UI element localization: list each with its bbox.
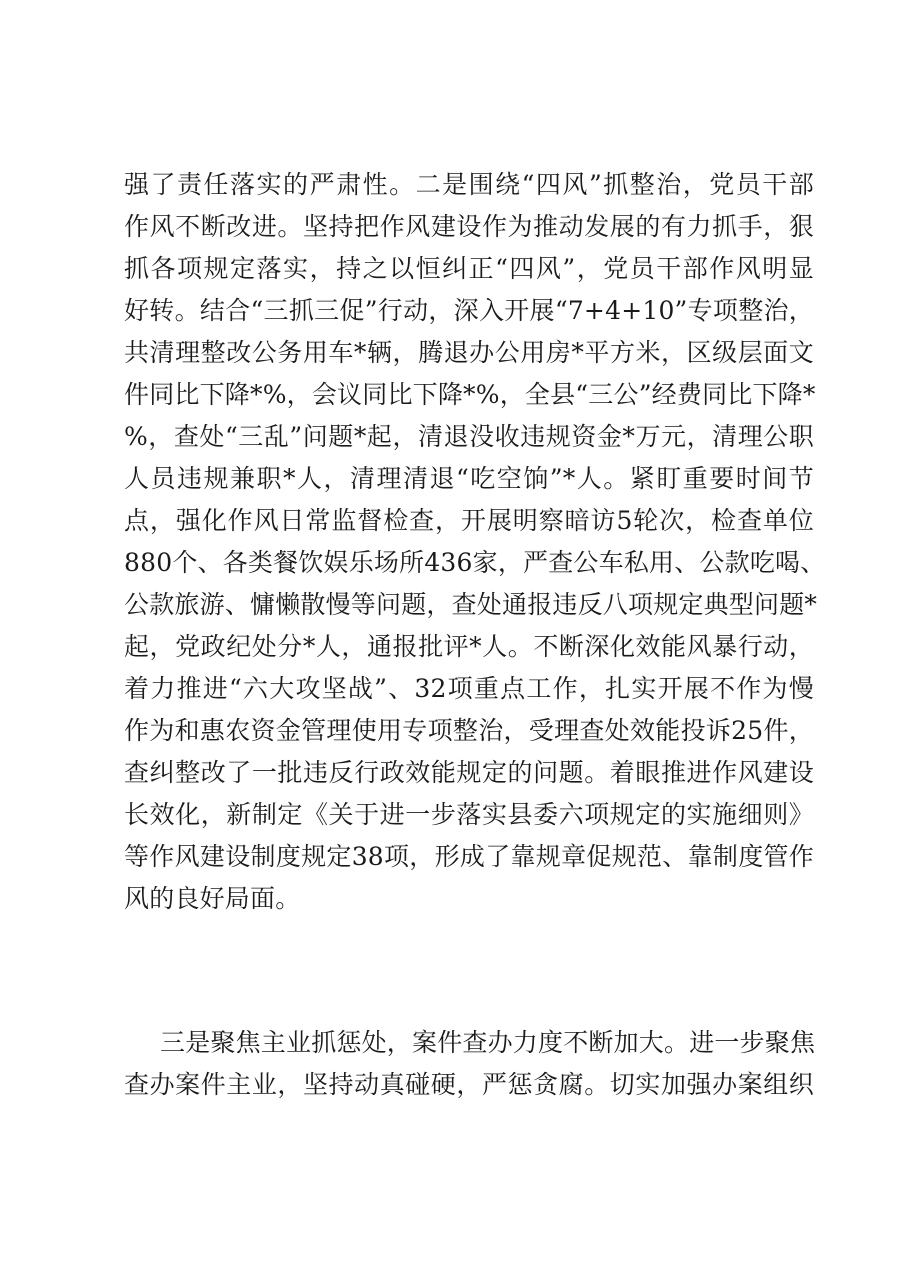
paragraph-case-handling: [124, 1022, 814, 1106]
text-line: 等作风建设制度规定38项，形成了靠规章促规范、靠制度管作: [124, 842, 814, 871]
text-line: 作风不断改进。坚持把作风建设作为推动发展的有力抓手，狠: [124, 212, 814, 241]
text-line: 强了责任落实的严肃性。二是围绕“四风”抓整治，党员干部: [124, 170, 814, 199]
text-line: 着力推进“六大攻坚战”、32项重点工作，扎实开展不作为慢: [124, 674, 814, 703]
text-line: 查办案件主业，坚持动真碰硬，严惩贪腐。切实加强办案组织: [124, 1070, 814, 1099]
text-line: 件同比下降*%，会议同比下降*%，全县“三公”经费同比下降*: [124, 380, 816, 409]
text-line: 公款旅游、慵懒散慢等问题，查处通报违反八项规定典型问题*: [124, 590, 818, 619]
text-line: 作为和惠农资金管理使用专项整治，受理查处效能投诉25件，: [124, 716, 814, 745]
text-line: 风的良好局面。: [124, 884, 301, 913]
text-line: 起，党政纪处分*人，通报批评*人。不断深化效能风暴行动，: [124, 632, 814, 661]
text-line: 点，强化作风日常监督检查，开展明察暗访5轮次，检查单位: [124, 506, 814, 535]
text-line: %，查处“三乱”问题*起，清退没收违规资金*万元，清理公职: [124, 422, 814, 451]
text-line: 880个、各类餐饮娱乐场所436家，严查公车私用、公款吃喝、: [124, 548, 826, 577]
text-line: 好转。结合“三抓三促”行动，深入开展“7+4+10”专项整治，: [124, 296, 814, 325]
text-line: 三是聚焦主业抓惩处，案件查办力度不断加大。进一步聚焦: [160, 1028, 816, 1057]
text-line: 查纠整改了一批违反行政效能规定的问题。着眼推进作风建设: [124, 758, 814, 787]
paragraph-work-style: [124, 164, 826, 920]
text-line: 抓各项规定落实，持之以恒纠正“四风”，党员干部作风明显: [124, 254, 814, 283]
text-line: 共清理整改公务用车*辆，腾退办公用房*平方米，区级层面文: [124, 338, 814, 367]
text-line: 长效化，新制定《关于进一步落实县委六项规定的实施细则》: [124, 800, 814, 829]
text-line: 人员违规兼职*人，清理清退“吃空饷”*人。紧盯重要时间节: [124, 464, 814, 493]
